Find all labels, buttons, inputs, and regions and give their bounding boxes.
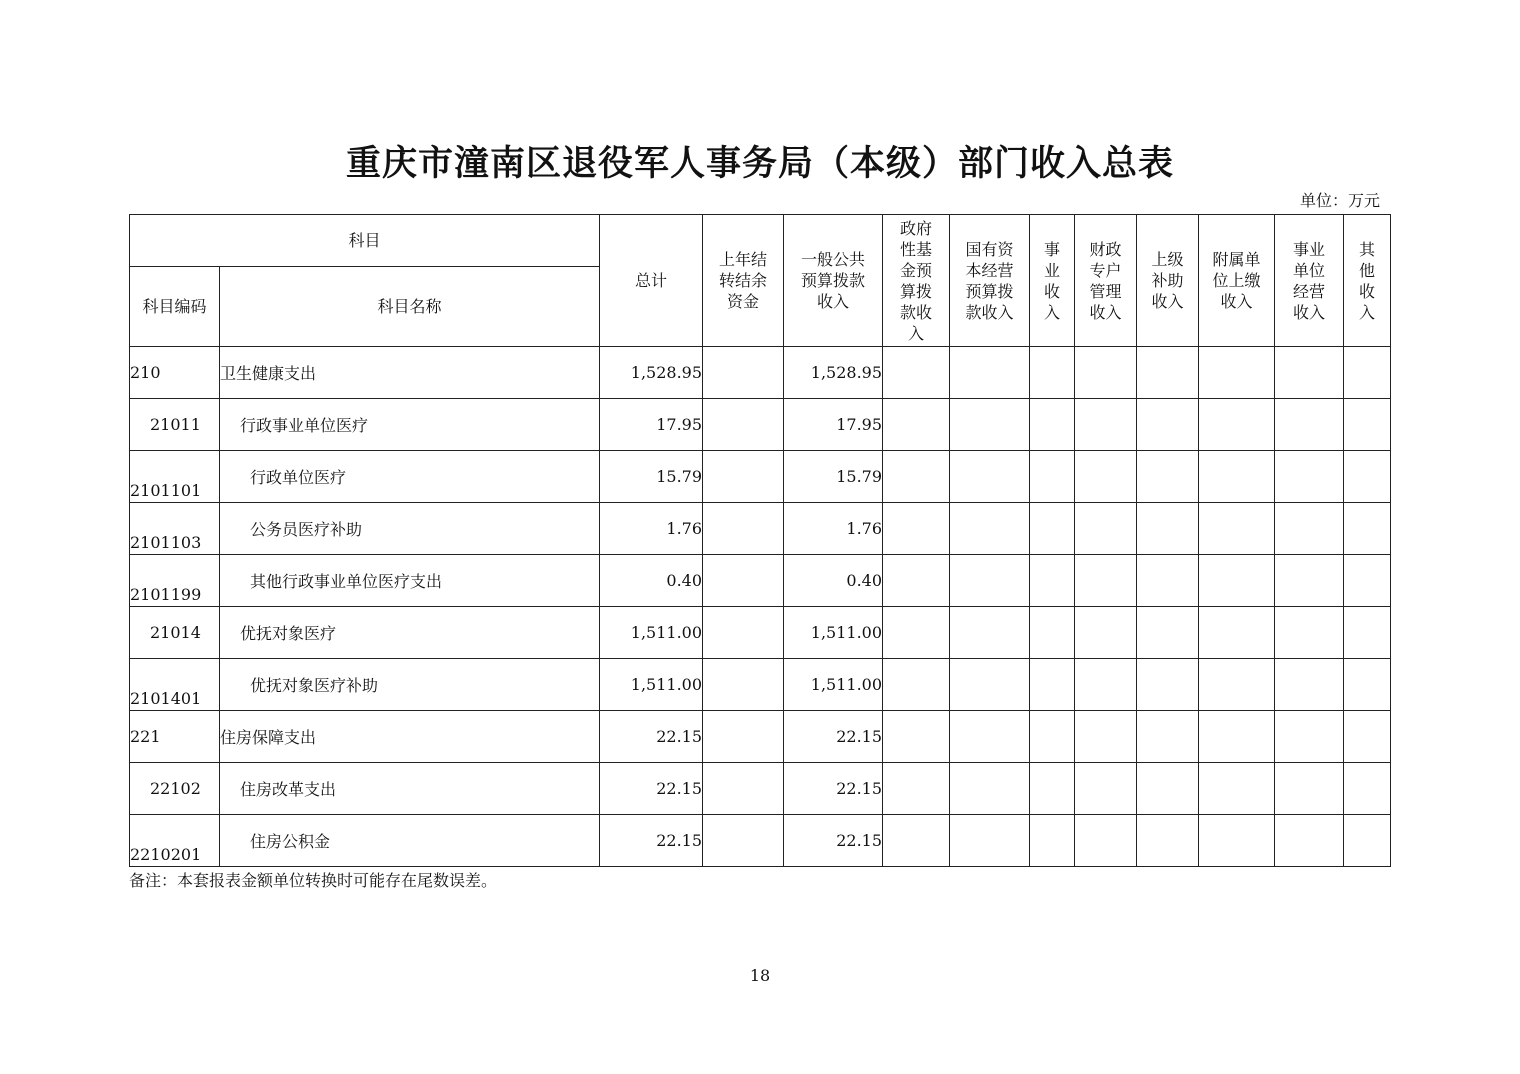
page-number: 18 xyxy=(749,966,771,985)
row-affiliated xyxy=(1199,815,1275,867)
row-business xyxy=(1030,451,1075,503)
header-carryover-label: 上年结转结余资金 xyxy=(719,250,768,311)
row-subsidy xyxy=(1137,503,1199,555)
row-other xyxy=(1344,347,1391,399)
row-affiliated xyxy=(1199,503,1275,555)
row-stateowned xyxy=(950,347,1030,399)
row-general: 17.95 xyxy=(784,399,883,451)
row-general: 22.15 xyxy=(784,763,883,815)
row-other xyxy=(1344,659,1391,711)
row-other xyxy=(1344,503,1391,555)
row-stateowned xyxy=(950,763,1030,815)
row-code: 2101401 xyxy=(130,659,220,711)
row-subsidy xyxy=(1137,607,1199,659)
row-general: 0.40 xyxy=(784,555,883,607)
row-subsidy xyxy=(1137,399,1199,451)
row-name: 行政单位医疗 xyxy=(220,451,600,503)
row-total: 22.15 xyxy=(600,763,703,815)
row-affiliated xyxy=(1199,659,1275,711)
row-general: 1.76 xyxy=(784,503,883,555)
row-subsidy xyxy=(1137,347,1199,399)
row-special xyxy=(1075,451,1137,503)
row-operating xyxy=(1275,607,1344,659)
row-govfund xyxy=(883,659,950,711)
row-affiliated xyxy=(1199,763,1275,815)
row-carryover xyxy=(703,555,784,607)
row-name: 住房公积金 xyxy=(220,815,600,867)
row-business xyxy=(1030,659,1075,711)
row-stateowned xyxy=(950,555,1030,607)
header-carryover xyxy=(703,215,784,347)
table-row xyxy=(130,503,1391,555)
row-stateowned xyxy=(950,607,1030,659)
row-govfund xyxy=(883,347,950,399)
row-business xyxy=(1030,399,1075,451)
row-code: 21014 xyxy=(130,607,220,659)
row-code: 2210201 xyxy=(130,815,220,867)
row-general: 22.15 xyxy=(784,815,883,867)
row-business xyxy=(1030,555,1075,607)
row-govfund xyxy=(883,555,950,607)
row-special xyxy=(1075,815,1137,867)
row-stateowned xyxy=(950,711,1030,763)
row-affiliated xyxy=(1199,607,1275,659)
table-row xyxy=(130,659,1391,711)
table-row xyxy=(130,711,1391,763)
row-carryover xyxy=(703,711,784,763)
header-operating xyxy=(1275,215,1344,347)
row-other xyxy=(1344,607,1391,659)
row-govfund xyxy=(883,815,950,867)
row-special xyxy=(1075,503,1137,555)
table-row xyxy=(130,763,1391,815)
header-operating-label: 事业单位经营收入 xyxy=(1293,239,1326,322)
row-subsidy xyxy=(1137,451,1199,503)
row-other xyxy=(1344,555,1391,607)
row-code: 2101101 xyxy=(130,451,220,503)
row-affiliated xyxy=(1199,711,1275,763)
row-stateowned xyxy=(950,659,1030,711)
row-govfund xyxy=(883,451,950,503)
row-subsidy xyxy=(1137,815,1199,867)
header-total: 总计 xyxy=(600,215,703,347)
row-name: 公务员医疗补助 xyxy=(220,503,600,555)
header-stateowned-label: 国有资本经营预算拨款收入 xyxy=(965,239,1014,322)
row-subsidy xyxy=(1137,763,1199,815)
row-total: 22.15 xyxy=(600,815,703,867)
row-subsidy xyxy=(1137,711,1199,763)
row-total: 0.40 xyxy=(600,555,703,607)
row-operating xyxy=(1275,347,1344,399)
header-govfund xyxy=(883,215,950,347)
header-code: 科目编码 xyxy=(130,267,220,347)
row-business xyxy=(1030,607,1075,659)
header-govfund-label: 政府性基金预算拨款收入 xyxy=(900,218,933,343)
header-affiliated xyxy=(1199,215,1275,347)
table-row xyxy=(130,815,1391,867)
header-other xyxy=(1344,215,1391,347)
header-general-label: 一般公共预算拨款收入 xyxy=(801,250,866,311)
row-name: 住房保障支出 xyxy=(220,711,600,763)
row-operating xyxy=(1275,555,1344,607)
table-row xyxy=(130,451,1391,503)
header-other-label: 其他收入 xyxy=(1359,239,1376,322)
row-general: 22.15 xyxy=(784,711,883,763)
row-business xyxy=(1030,815,1075,867)
row-affiliated xyxy=(1199,555,1275,607)
row-operating xyxy=(1275,399,1344,451)
header-special xyxy=(1075,215,1137,347)
row-carryover xyxy=(703,607,784,659)
header-general xyxy=(784,215,883,347)
row-operating xyxy=(1275,815,1344,867)
row-govfund xyxy=(883,763,950,815)
row-name: 住房改革支出 xyxy=(220,763,600,815)
row-affiliated xyxy=(1199,399,1275,451)
row-carryover xyxy=(703,451,784,503)
row-name: 优抚对象医疗补助 xyxy=(220,659,600,711)
row-business xyxy=(1030,711,1075,763)
row-business xyxy=(1030,503,1075,555)
row-total: 1,511.00 xyxy=(600,607,703,659)
row-operating xyxy=(1275,763,1344,815)
row-stateowned xyxy=(950,503,1030,555)
row-total: 1,528.95 xyxy=(600,347,703,399)
row-operating xyxy=(1275,503,1344,555)
row-code: 2101103 xyxy=(130,503,220,555)
row-other xyxy=(1344,815,1391,867)
row-carryover xyxy=(703,815,784,867)
header-affiliated-label: 附属单位上缴收入 xyxy=(1212,250,1261,311)
table-row xyxy=(130,607,1391,659)
row-special xyxy=(1075,399,1137,451)
header-business xyxy=(1030,215,1075,347)
row-carryover xyxy=(703,503,784,555)
row-subsidy xyxy=(1137,659,1199,711)
row-general: 1,511.00 xyxy=(784,659,883,711)
row-total: 22.15 xyxy=(600,711,703,763)
row-total: 15.79 xyxy=(600,451,703,503)
row-total: 1.76 xyxy=(600,503,703,555)
row-other xyxy=(1344,399,1391,451)
row-govfund xyxy=(883,503,950,555)
row-govfund xyxy=(883,399,950,451)
row-stateowned xyxy=(950,451,1030,503)
row-subsidy xyxy=(1137,555,1199,607)
header-business-label: 事业收入 xyxy=(1044,239,1061,322)
row-code: 210 xyxy=(130,347,220,399)
row-stateowned xyxy=(950,815,1030,867)
header-stateowned xyxy=(950,215,1030,347)
row-code: 22102 xyxy=(130,763,220,815)
row-special xyxy=(1075,607,1137,659)
row-affiliated xyxy=(1199,347,1275,399)
income-table xyxy=(129,214,1391,867)
row-special xyxy=(1075,711,1137,763)
row-code: 21011 xyxy=(130,399,220,451)
row-name: 其他行政事业单位医疗支出 xyxy=(220,555,600,607)
row-other xyxy=(1344,451,1391,503)
header-subsidy xyxy=(1137,215,1199,347)
row-carryover xyxy=(703,399,784,451)
row-govfund xyxy=(883,607,950,659)
table-row xyxy=(130,555,1391,607)
header-special-label: 财政专户管理收入 xyxy=(1089,239,1122,322)
table-row xyxy=(130,347,1391,399)
row-govfund xyxy=(883,711,950,763)
row-carryover xyxy=(703,659,784,711)
unit-label: 单位：万元 xyxy=(1299,191,1380,210)
row-other xyxy=(1344,711,1391,763)
row-business xyxy=(1030,763,1075,815)
row-special xyxy=(1075,347,1137,399)
row-code: 2101199 xyxy=(130,555,220,607)
page-title: 重庆市潼南区退役军人事务局（本级）部门收入总表 xyxy=(345,143,1174,184)
row-code: 221 xyxy=(130,711,220,763)
row-name: 优抚对象医疗 xyxy=(220,607,600,659)
row-general: 15.79 xyxy=(784,451,883,503)
row-business xyxy=(1030,347,1075,399)
row-carryover xyxy=(703,763,784,815)
table-row xyxy=(130,399,1391,451)
row-operating xyxy=(1275,451,1344,503)
row-total: 17.95 xyxy=(600,399,703,451)
row-special xyxy=(1075,659,1137,711)
row-special xyxy=(1075,555,1137,607)
row-name: 行政事业单位医疗 xyxy=(220,399,600,451)
row-stateowned xyxy=(950,399,1030,451)
row-operating xyxy=(1275,711,1344,763)
row-carryover xyxy=(703,347,784,399)
header-name: 科目名称 xyxy=(220,267,600,347)
row-general: 1,528.95 xyxy=(784,347,883,399)
row-special xyxy=(1075,763,1137,815)
row-other xyxy=(1344,763,1391,815)
row-general: 1,511.00 xyxy=(784,607,883,659)
header-subsidy-label: 上级补助收入 xyxy=(1151,250,1184,311)
row-operating xyxy=(1275,659,1344,711)
footnote: 备注：本套报表金额单位转换时可能存在尾数误差。 xyxy=(129,871,498,890)
header-subject: 科目 xyxy=(130,215,600,267)
row-total: 1,511.00 xyxy=(600,659,703,711)
row-affiliated xyxy=(1199,451,1275,503)
row-name: 卫生健康支出 xyxy=(220,347,600,399)
